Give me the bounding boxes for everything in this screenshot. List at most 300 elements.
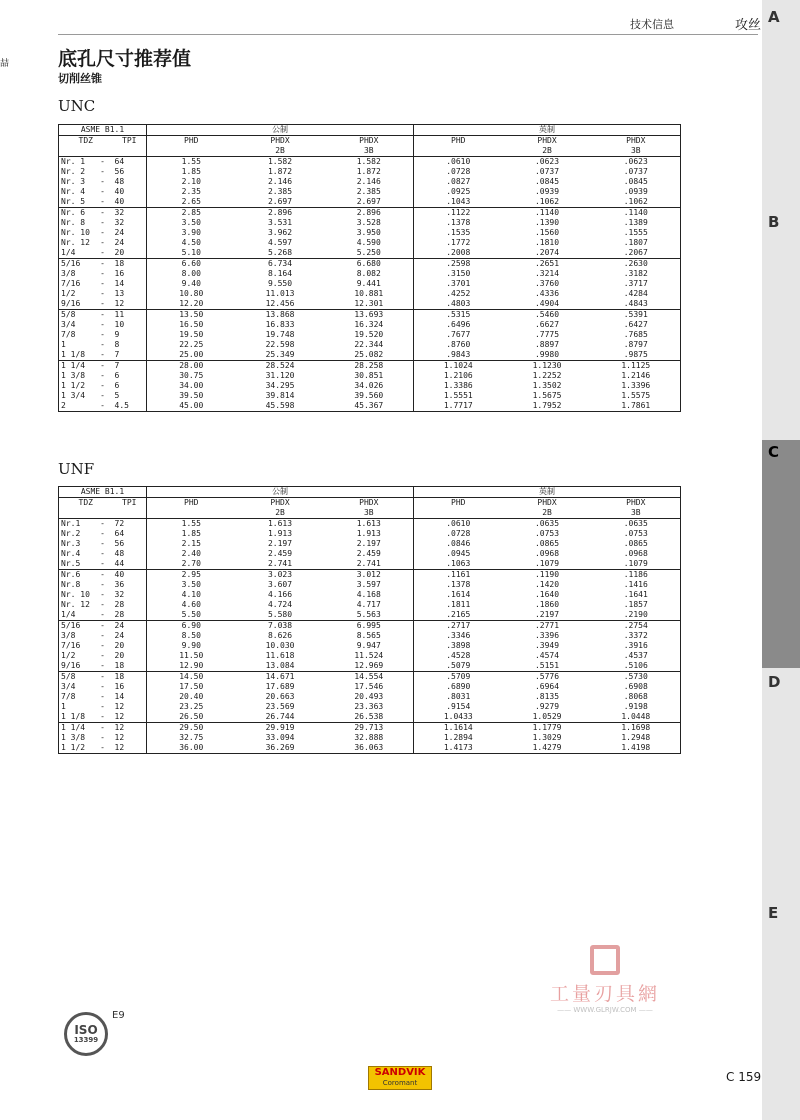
cell-size: 1 1/4 <box>59 361 93 372</box>
cell-phd-in: .7677 <box>446 330 471 339</box>
cell-phdx-3b-mm: 2.697 <box>325 197 414 208</box>
cell-phdx-3b-in: .2067 <box>592 248 681 259</box>
header-tdz: TDZ <box>59 498 113 509</box>
table-row <box>59 248 681 259</box>
cell-phd-in: 1.2894 <box>443 733 473 742</box>
cell-phd-in: .5079 <box>446 661 471 670</box>
cell-dash: - <box>100 289 105 298</box>
cell-phd-in: .6890 <box>446 682 471 691</box>
iso-badge-icon <box>64 1012 108 1056</box>
cell-phdx-2b-mm: 17.689 <box>265 682 295 691</box>
table-row <box>59 218 681 228</box>
cell-size: 3/4 <box>59 320 93 330</box>
cell-phdx-3b-mm: 3.528 <box>325 218 414 228</box>
cell-tpi: 16 <box>113 269 147 279</box>
cell-tpi: 4.5 <box>113 401 147 412</box>
cell-phdx-2b-mm: 11.618 <box>265 651 295 660</box>
cell-phd-in: 1.1024 <box>414 361 503 372</box>
cell-phdx-3b-in: .2754 <box>592 621 681 632</box>
table-header-row <box>59 125 681 136</box>
cell-phdx-2b-mm: 3.023 <box>236 570 325 581</box>
cell-phd-mm: 36.00 <box>147 743 236 754</box>
cell-phdx-3b-mm: 9.441 <box>325 279 414 289</box>
cell-dash: - <box>93 621 113 632</box>
cell-phdx-3b-mm: 32.888 <box>325 733 414 743</box>
cell-phd-in: .1161 <box>414 570 503 581</box>
cell-phdx-2b-in: .8135 <box>534 692 560 701</box>
cell-size: 2 <box>59 401 93 412</box>
cell-dash: - <box>100 167 105 176</box>
cell-phdx-2b-in: .0737 <box>534 167 560 176</box>
cell-phdx-3b-in: .9875 <box>592 350 681 361</box>
table-row <box>59 600 681 610</box>
cell-phdx-2b-in: 1.2252 <box>532 371 562 380</box>
table-row <box>59 743 681 754</box>
cell-phdx-3b-mm: 2.741 <box>325 559 414 570</box>
side-tab-c[interactable]: C <box>768 443 780 461</box>
cell-phdx-2b-mm: 8.164 <box>267 269 293 278</box>
cell-phd-in: .0925 <box>446 187 471 196</box>
cell-phd-in: .1122 <box>414 208 503 219</box>
cell-size: Nr.2 <box>59 529 93 539</box>
cell-dash: - <box>100 559 105 568</box>
cell-phdx-3b-mm: 14.554 <box>325 672 414 683</box>
cell-tpi: 48 <box>113 177 147 187</box>
cell-phd-in: 1.0433 <box>443 712 473 721</box>
cell-phdx-3b-in: .0968 <box>592 549 681 559</box>
cell-phdx-2b-mm: 2.385 <box>267 187 293 196</box>
cell-phd-mm: 5.50 <box>181 610 201 619</box>
cell-phd-in: .1378 <box>446 218 471 227</box>
cell-phdx-2b-in: 1.1230 <box>503 361 592 372</box>
cell-tpi: 20 <box>113 248 147 259</box>
cell-dash: - <box>100 692 105 701</box>
cell-phdx-3b-mm: 12.969 <box>325 661 414 672</box>
table-row <box>59 580 681 590</box>
cell-size: Nr. 10 <box>59 228 93 238</box>
cell-tpi: 14 <box>113 692 147 702</box>
cell-dash: - <box>100 279 105 288</box>
cell-tpi: 24 <box>113 228 147 238</box>
table-row <box>59 641 681 651</box>
cell-phdx-3b-in: .1555 <box>592 228 681 238</box>
cell-phdx-2b-mm: 5.580 <box>267 610 293 619</box>
cell-phdx-3b-in: .3717 <box>592 279 681 289</box>
cell-tpi: 20 <box>113 641 147 651</box>
cell-phdx-3b-in: .4284 <box>592 289 681 299</box>
cell-phdx-2b-in: .0635 <box>534 519 560 528</box>
cell-phdx-2b-in: .3396 <box>534 631 560 640</box>
side-tab-e[interactable]: E <box>768 904 779 922</box>
cell-tpi: 56 <box>113 167 147 177</box>
cell-phdx-3b-in: .3372 <box>592 631 681 641</box>
cell-phd-mm: 29.50 <box>147 723 236 734</box>
cell-tpi: 72 <box>113 519 147 530</box>
header-phdx: PHDX <box>325 136 414 147</box>
page-number: C 159 <box>726 1070 762 1084</box>
cell-phd-mm: 12.90 <box>179 661 204 670</box>
cell-phdx-3b-in: .1140 <box>592 208 681 219</box>
header-divider <box>58 34 758 35</box>
cell-phdx-3b-mm: 9.947 <box>325 641 414 651</box>
cell-phdx-2b-in: .1420 <box>534 580 560 589</box>
cell-dash: - <box>100 238 105 247</box>
cell-phdx-3b-mm: 1.582 <box>325 157 414 168</box>
cell-phdx-3b-mm: 23.363 <box>325 702 414 712</box>
cell-size: 1 3/4 <box>59 391 93 401</box>
cell-phd-mm: 2.35 <box>181 187 201 196</box>
header-class-3b: 3B <box>592 146 681 157</box>
cell-dash: - <box>100 610 105 619</box>
header-category: 技术信息 <box>630 18 674 31</box>
edge-mark: 喆 <box>0 59 10 69</box>
unc-table <box>58 124 681 412</box>
cell-phdx-3b-in: .5730 <box>592 672 681 683</box>
cell-phd-mm: 2.95 <box>147 570 236 581</box>
cell-phdx-2b-in: .5460 <box>503 310 592 321</box>
cell-phd-in: .1772 <box>446 238 471 247</box>
cell-phdx-3b-mm: 2.385 <box>325 187 414 197</box>
cell-tpi: 12 <box>113 743 147 754</box>
cell-phdx-2b-in: .2771 <box>503 621 592 632</box>
cell-size: 7/16 <box>59 641 93 651</box>
cell-phdx-3b-in: 1.5575 <box>592 391 681 401</box>
cell-size: 1 1/4 <box>59 723 93 734</box>
cell-dash: - <box>100 269 105 278</box>
cell-phdx-2b-mm: 26.744 <box>265 712 295 721</box>
cell-phd-in: .3898 <box>446 641 471 650</box>
cell-phdx-2b-mm: 4.166 <box>267 590 293 599</box>
cell-phd-in: .4252 <box>446 289 471 298</box>
cell-size: 1 <box>59 340 93 350</box>
cell-phdx-3b-in: 1.4198 <box>592 743 681 754</box>
cell-size: 1/4 <box>59 248 93 259</box>
cell-phd-mm: 20.40 <box>179 692 204 701</box>
header-phdx: PHDX <box>270 136 290 145</box>
cell-size: 3/8 <box>59 269 93 279</box>
cell-phdx-3b-mm: 16.324 <box>325 320 414 330</box>
header-class-2b: 2B <box>236 508 325 519</box>
table-row <box>59 610 681 621</box>
cell-tpi: 40 <box>113 197 147 208</box>
cell-size: 1/2 <box>59 651 93 661</box>
cell-dash: - <box>93 723 113 734</box>
header-phdx: PHDX <box>270 498 290 507</box>
cell-phdx-2b-in: .9279 <box>534 702 560 711</box>
cell-phdx-3b-mm: 45.367 <box>325 401 414 412</box>
cell-size: 5/8 <box>59 310 93 321</box>
cell-dash: - <box>93 570 113 581</box>
cell-phdx-2b-mm: 19.748 <box>265 330 295 339</box>
cell-tpi: 44 <box>113 559 147 570</box>
cell-phd-mm: 9.40 <box>181 279 201 288</box>
table-row <box>59 259 681 270</box>
cell-phd-mm: 4.50 <box>181 238 201 247</box>
header-phd: PHD <box>184 498 199 507</box>
cell-phd-in: .6496 <box>446 320 471 329</box>
cell-phdx-2b-mm: 1.913 <box>267 529 293 538</box>
table-row <box>59 228 681 238</box>
cell-tpi: 36 <box>113 580 147 590</box>
cell-phdx-3b-in: .1079 <box>592 559 681 570</box>
cell-phdx-3b-in: .4843 <box>592 299 681 310</box>
cell-phdx-3b-mm: 8.082 <box>325 269 414 279</box>
cell-dash: - <box>93 208 113 219</box>
table-row <box>59 692 681 702</box>
cell-phdx-3b-mm: 25.082 <box>325 350 414 361</box>
cell-phdx-3b-in: 1.2146 <box>592 371 681 381</box>
header-class-3b: 3B <box>325 508 414 519</box>
cell-phdx-2b-in: .5776 <box>503 672 592 683</box>
cell-dash: - <box>100 248 105 257</box>
cell-phd-mm: 2.85 <box>147 208 236 219</box>
cell-phdx-2b-mm: 1.582 <box>267 157 293 166</box>
cell-phdx-3b-in: .2190 <box>592 610 681 621</box>
cell-phd-in: .0945 <box>446 549 471 558</box>
cell-phdx-2b-mm: 34.295 <box>265 381 295 390</box>
side-tab-active-bg <box>762 440 800 668</box>
cell-dash: - <box>100 529 105 538</box>
cell-size: Nr. 10 <box>59 590 93 600</box>
cell-phdx-2b-in: .3949 <box>534 641 560 650</box>
cell-size: 1/2 <box>59 289 93 299</box>
cell-phdx-3b-in: .3182 <box>592 269 681 279</box>
cell-phdx-2b-mm: 13.084 <box>265 661 295 670</box>
cell-phd-mm: 6.60 <box>147 259 236 270</box>
cell-dash: - <box>100 641 105 650</box>
header-metric: 公制 <box>147 487 414 498</box>
cell-phdx-3b-mm: 2.896 <box>325 208 414 219</box>
cell-phdx-2b-mm: 25.349 <box>265 350 295 359</box>
header-imperial: 英制 <box>414 125 681 136</box>
table-row <box>59 733 681 743</box>
cell-phd-in: .1811 <box>446 600 471 609</box>
cell-phd-mm: 2.65 <box>181 197 201 206</box>
cell-size: 1/4 <box>59 610 93 621</box>
cell-phd-mm: 6.90 <box>147 621 236 632</box>
cell-tpi: 20 <box>113 651 147 661</box>
cell-phdx-2b-in: .2651 <box>503 259 592 270</box>
cell-phdx-2b-mm: 4.724 <box>267 600 293 609</box>
cell-phdx-3b-in: .2630 <box>592 259 681 270</box>
cell-phdx-2b-in: 1.0529 <box>532 712 562 721</box>
cell-phdx-3b-mm: 3.012 <box>325 570 414 581</box>
cell-dash: - <box>100 661 105 670</box>
cell-phd-in: 1.4173 <box>414 743 503 754</box>
cell-phd-in: .3150 <box>446 269 471 278</box>
cell-phdx-3b-mm: 22.344 <box>325 340 414 350</box>
cell-phdx-2b-mm: 11.013 <box>265 289 295 298</box>
cell-size: Nr. 5 <box>59 197 93 208</box>
cell-phd-in: .0728 <box>446 529 471 538</box>
cell-phdx-3b-in: .7685 <box>592 330 681 340</box>
cell-dash: - <box>100 197 105 206</box>
cell-dash: - <box>93 672 113 683</box>
cell-size: 1 3/8 <box>59 733 93 743</box>
cell-dash: - <box>100 340 105 349</box>
cell-phdx-3b-in: .1857 <box>592 600 681 610</box>
cell-tpi: 24 <box>113 238 147 248</box>
cell-dash: - <box>100 218 105 227</box>
table-header-row <box>59 146 681 157</box>
table-row <box>59 340 681 350</box>
cell-phdx-2b-mm: 2.896 <box>236 208 325 219</box>
cell-phdx-2b-in: .5151 <box>534 661 560 670</box>
cell-size: Nr. 6 <box>59 208 93 219</box>
cell-dash: - <box>100 539 105 548</box>
cell-phdx-2b-in: .9980 <box>534 350 560 359</box>
cell-size: Nr.3 <box>59 539 93 549</box>
cell-phd-mm: 3.90 <box>181 228 201 237</box>
cell-phdx-3b-in: .5391 <box>592 310 681 321</box>
cell-tpi: 6 <box>113 381 147 391</box>
iso-label: ISO <box>74 1023 98 1037</box>
cell-phdx-3b-mm: 4.717 <box>325 600 414 610</box>
cell-phd-in: .1378 <box>446 580 471 589</box>
cell-phdx-2b-in: 1.3029 <box>532 733 562 742</box>
cell-size: 3/4 <box>59 682 93 692</box>
cell-phdx-2b-mm: 12.456 <box>265 299 295 308</box>
cell-phdx-3b-in: .6908 <box>592 682 681 692</box>
header-phdx: PHDX <box>592 498 681 509</box>
cell-phdx-3b-in: .9198 <box>592 702 681 712</box>
cell-phdx-2b-mm: 3.607 <box>267 580 293 589</box>
table-row <box>59 672 681 683</box>
cell-phdx-2b-in: .6964 <box>534 682 560 691</box>
cell-dash: - <box>100 187 105 196</box>
cell-phdx-3b-mm: 5.563 <box>325 610 414 621</box>
cell-phdx-2b-mm: 28.524 <box>236 361 325 372</box>
cell-tpi: 9 <box>113 330 147 340</box>
cell-phdx-2b-in: .2197 <box>534 610 560 619</box>
cell-phdx-3b-in: .0865 <box>592 539 681 549</box>
cell-phdx-3b-mm: 13.693 <box>325 310 414 321</box>
cell-phd-mm: 2.10 <box>181 177 201 186</box>
side-tab-a[interactable]: A <box>768 8 780 26</box>
cell-phdx-3b-in: .0737 <box>592 167 681 177</box>
cell-phd-mm: 1.55 <box>181 157 201 166</box>
cell-size: Nr.6 <box>59 570 93 581</box>
cell-phdx-3b-mm: 4.590 <box>325 238 414 248</box>
cell-phdx-2b-in: .1560 <box>534 228 560 237</box>
table-row <box>59 661 681 672</box>
side-tab-b[interactable]: B <box>768 213 780 231</box>
watermark-text: 工量刃具網 <box>549 983 660 1005</box>
cell-phdx-3b-mm: 6.995 <box>325 621 414 632</box>
cell-phd-in: .4528 <box>446 651 471 660</box>
cell-phdx-3b-in: 1.7861 <box>592 401 681 412</box>
table-header-row <box>59 508 681 519</box>
cell-size: 1 1/2 <box>59 743 93 754</box>
cell-phdx-3b-mm: 30.851 <box>325 371 414 381</box>
cell-phd-in: 1.3386 <box>443 381 473 390</box>
cell-phdx-2b-mm: 22.598 <box>265 340 295 349</box>
cell-phdx-3b-mm: 2.459 <box>325 549 414 559</box>
cell-phdx-2b-in: .0753 <box>534 529 560 538</box>
cell-tpi: 32 <box>113 208 147 219</box>
cell-phd-in: .2165 <box>446 610 471 619</box>
header-metric: 公制 <box>147 125 414 136</box>
cell-tpi: 18 <box>113 661 147 672</box>
cell-phd-in: .5315 <box>414 310 503 321</box>
cell-tpi: 32 <box>113 218 147 228</box>
cell-phd-in: .1063 <box>446 559 471 568</box>
cell-phdx-2b-in: .1640 <box>534 590 560 599</box>
cell-size: 9/16 <box>59 299 93 310</box>
cell-phdx-3b-mm: 29.713 <box>325 723 414 734</box>
cell-phd-mm: 8.00 <box>181 269 201 278</box>
page-subtitle: 切削丝锥 <box>58 72 102 85</box>
cell-phd-mm: 34.00 <box>179 381 204 390</box>
cell-phd-in: 1.1614 <box>414 723 503 734</box>
cell-dash: - <box>100 600 105 609</box>
cell-phd-mm: 12.20 <box>179 299 204 308</box>
cell-phdx-3b-mm: 34.026 <box>325 381 414 391</box>
cell-dash: - <box>100 381 105 390</box>
cell-size: 7/8 <box>59 692 93 702</box>
cell-phdx-3b-mm: 19.520 <box>325 330 414 340</box>
cell-phdx-3b-in: .8797 <box>592 340 681 350</box>
cell-dash: - <box>100 299 105 308</box>
table-row <box>59 651 681 661</box>
cell-phdx-2b-in: .0968 <box>534 549 560 558</box>
cell-phd-mm: 26.50 <box>179 712 204 721</box>
cell-phdx-2b-mm: 33.094 <box>265 733 295 742</box>
cell-phdx-2b-in: .0623 <box>534 157 560 166</box>
cell-phdx-3b-mm: 5.250 <box>325 248 414 259</box>
header-tdz: TDZ <box>59 136 113 147</box>
cell-phdx-2b-in: .4904 <box>534 299 560 308</box>
cell-dash: - <box>100 519 105 528</box>
header-phd: PHD <box>451 498 466 507</box>
cell-phdx-2b-in: .1190 <box>503 570 592 581</box>
cell-phdx-3b-in: .1416 <box>592 580 681 590</box>
table-header-row <box>59 136 681 147</box>
cell-phd-mm: 22.25 <box>179 340 204 349</box>
cell-size: Nr. 3 <box>59 177 93 187</box>
cell-tpi: 6 <box>113 371 147 381</box>
cell-phdx-2b-in: .4574 <box>534 651 560 660</box>
cell-phdx-3b-in: .0753 <box>592 529 681 539</box>
watermark <box>540 945 670 1014</box>
cell-phd-in: .3701 <box>446 279 471 288</box>
cell-tpi: 12 <box>113 299 147 310</box>
cell-phd-mm: 45.00 <box>147 401 236 412</box>
table-row <box>59 177 681 187</box>
cell-size: 5/16 <box>59 259 93 270</box>
table-row <box>59 682 681 692</box>
cell-size: 1 <box>59 702 93 712</box>
cell-phdx-3b-mm: 1.913 <box>325 529 414 539</box>
cell-phdx-3b-mm: 36.063 <box>325 743 414 754</box>
cell-tpi: 10 <box>113 320 147 330</box>
header-class-3b: 3B <box>325 146 414 157</box>
cell-phdx-3b-mm: 12.301 <box>325 299 414 310</box>
cell-phdx-2b-in: .3760 <box>534 279 560 288</box>
cell-dash: - <box>100 371 105 380</box>
cell-size: 5/8 <box>59 672 93 683</box>
table-header-row <box>59 487 681 498</box>
cell-phdx-2b-in: .1860 <box>534 600 560 609</box>
cell-size: Nr. 2 <box>59 167 93 177</box>
cell-tpi: 28 <box>113 610 147 621</box>
side-tab-d[interactable]: D <box>768 673 781 691</box>
cell-phdx-2b-mm: 2.459 <box>267 549 293 558</box>
cell-tpi: 24 <box>113 631 147 641</box>
cell-phd-in: 1.2106 <box>443 371 473 380</box>
table-row <box>59 519 681 530</box>
table-row <box>59 320 681 330</box>
